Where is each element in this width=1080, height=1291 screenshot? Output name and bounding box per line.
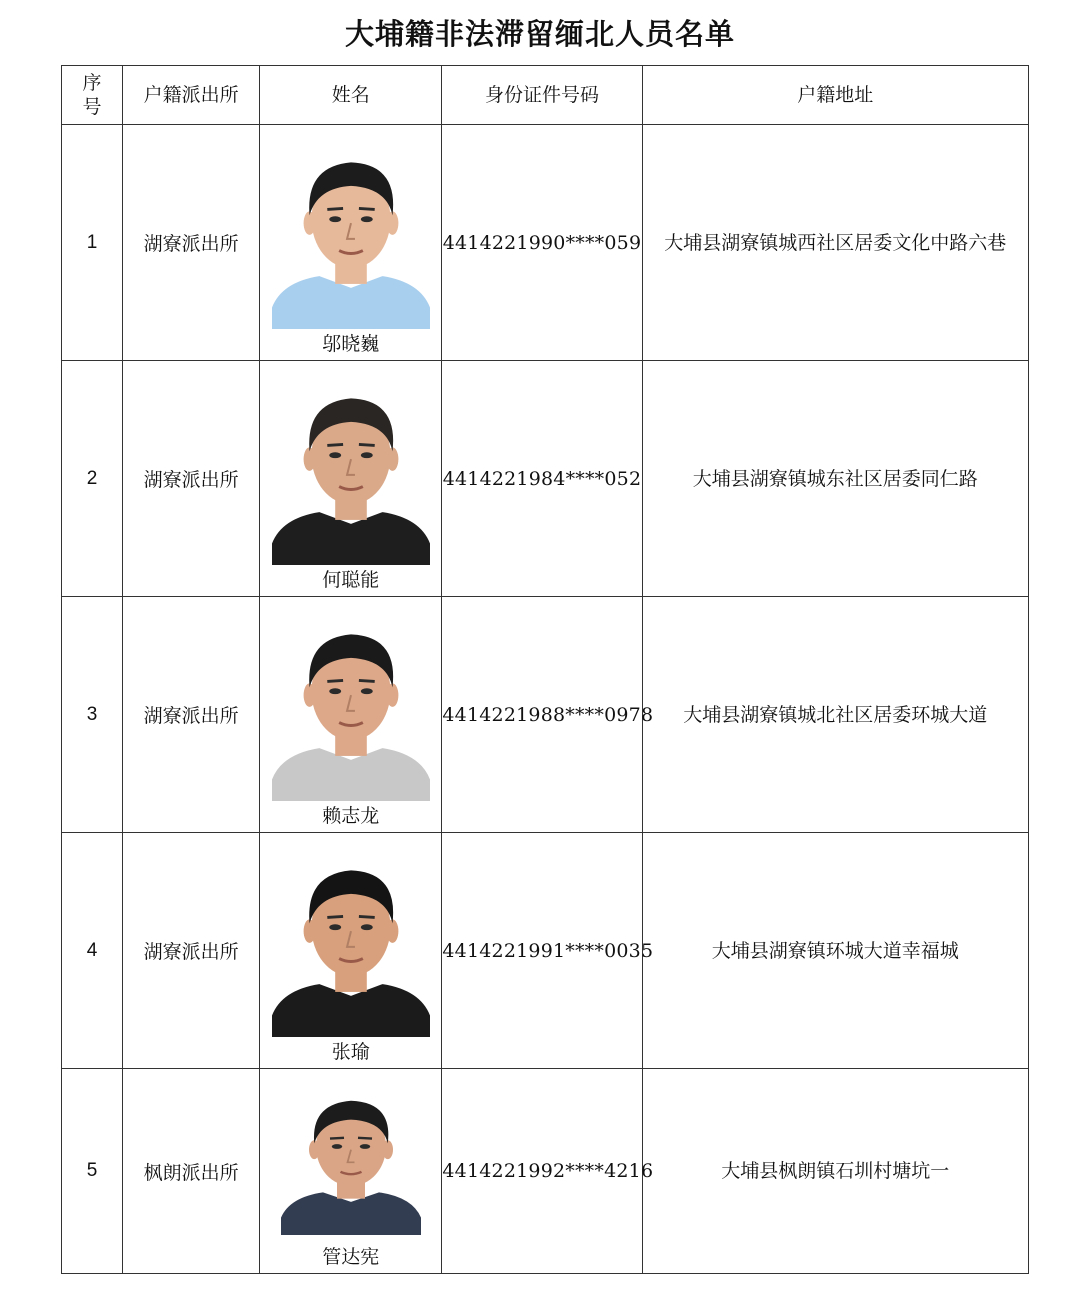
address-cell: 大埔县湖寮镇城西社区居委文化中路六巷 bbox=[642, 125, 1028, 361]
row-number: 5 bbox=[62, 1069, 123, 1274]
station-cell: 湖寮派出所 bbox=[123, 361, 260, 597]
person-name: 管达宪 bbox=[322, 1246, 380, 1268]
station-cell: 湖寮派出所 bbox=[123, 833, 260, 1069]
portrait-photo bbox=[272, 133, 430, 329]
header-name: 姓名 bbox=[260, 66, 442, 125]
left-eye-shape bbox=[329, 688, 341, 694]
portrait-silhouette bbox=[272, 605, 430, 801]
table-row bbox=[62, 361, 1029, 597]
right-eye-shape bbox=[361, 688, 373, 694]
row-number: 4 bbox=[62, 833, 123, 1069]
id-number-cell: 4414221988****0978 bbox=[442, 597, 642, 833]
name-cell bbox=[260, 125, 442, 361]
left-eye-shape bbox=[329, 452, 341, 458]
portrait-photo bbox=[281, 1077, 421, 1235]
row-number: 1 bbox=[62, 125, 123, 361]
person-name: 张瑜 bbox=[331, 1041, 370, 1063]
name-cell bbox=[260, 1069, 442, 1274]
row-number: 3 bbox=[62, 597, 123, 833]
header-address: 户籍地址 bbox=[642, 66, 1028, 125]
table-row bbox=[62, 597, 1029, 833]
right-eye-shape bbox=[361, 924, 373, 930]
portrait-silhouette bbox=[272, 841, 430, 1037]
person-name: 何聪能 bbox=[322, 569, 380, 591]
table-row bbox=[62, 125, 1029, 361]
document-title: 大埔籍非法滞留缅北人员名单 bbox=[344, 17, 735, 51]
name-cell bbox=[260, 833, 442, 1069]
name-cell bbox=[260, 361, 442, 597]
id-number-cell: 4414221991****0035 bbox=[442, 833, 642, 1069]
left-eye-shape bbox=[329, 924, 341, 930]
right-eye-shape bbox=[361, 216, 373, 222]
portrait-silhouette bbox=[272, 369, 430, 565]
portrait-photo bbox=[272, 605, 430, 801]
table-header-row bbox=[62, 66, 1029, 125]
station-cell: 湖寮派出所 bbox=[123, 597, 260, 833]
name-cell bbox=[260, 597, 442, 833]
id-number-cell: 4414221992****4216 bbox=[442, 1069, 642, 1274]
table-row bbox=[62, 833, 1029, 1069]
left-eye-shape bbox=[329, 216, 341, 222]
portrait-silhouette bbox=[281, 1077, 421, 1235]
header-id: 身份证件号码 bbox=[442, 66, 642, 125]
row-number: 2 bbox=[62, 361, 123, 597]
station-cell: 湖寮派出所 bbox=[123, 125, 260, 361]
id-number-cell: 4414221984****052 bbox=[442, 361, 642, 597]
portrait-photo bbox=[272, 841, 430, 1037]
station-cell: 枫朗派出所 bbox=[123, 1069, 260, 1274]
portrait-silhouette bbox=[272, 133, 430, 329]
person-table bbox=[61, 65, 1029, 1274]
left-eye-shape bbox=[332, 1144, 343, 1149]
header-station: 户籍派出所 bbox=[123, 66, 260, 125]
address-cell: 大埔县湖寮镇城东社区居委同仁路 bbox=[642, 361, 1028, 597]
right-eye-shape bbox=[361, 452, 373, 458]
address-cell: 大埔县湖寮镇环城大道幸福城 bbox=[642, 833, 1028, 1069]
person-name: 赖志龙 bbox=[322, 805, 380, 827]
right-eye-shape bbox=[360, 1144, 371, 1149]
id-number-cell: 4414221990****059 bbox=[442, 125, 642, 361]
address-cell: 大埔县湖寮镇城北社区居委环城大道 bbox=[642, 597, 1028, 833]
table-row bbox=[62, 1069, 1029, 1274]
person-name: 邬晓巍 bbox=[322, 333, 380, 355]
address-cell: 大埔县枫朗镇石圳村塘坑一 bbox=[642, 1069, 1028, 1274]
header-no: 序号 bbox=[62, 66, 123, 125]
portrait-photo bbox=[272, 369, 430, 565]
